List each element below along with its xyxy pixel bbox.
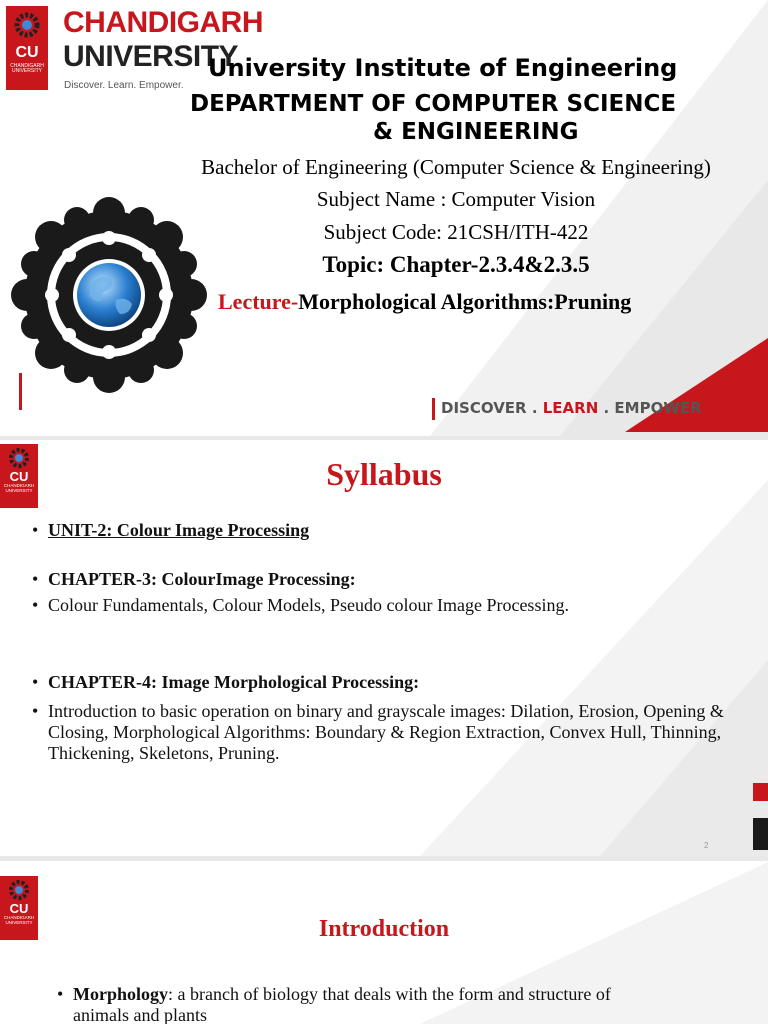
logo-subtext: CHANDIGARH UNIVERSITY xyxy=(10,63,44,75)
list-item xyxy=(32,701,752,764)
list-item xyxy=(32,595,752,616)
motto-discover: DISCOVER . xyxy=(441,399,543,417)
motto-bar xyxy=(432,398,435,420)
slide-separator xyxy=(0,856,768,861)
title-slide xyxy=(0,0,768,436)
degree-line: Bachelor of Engineering (Computer Science & Engineering) xyxy=(201,155,711,179)
logo-cu-text: CU xyxy=(15,44,39,61)
gear-globe-icon xyxy=(6,196,212,394)
motto-empower: . EMPOWER xyxy=(598,399,702,417)
slide-title: Syllabus xyxy=(326,456,442,492)
motto xyxy=(441,399,702,417)
topic-line: Topic: Chapter-2.3.4&2.3.5 xyxy=(322,252,590,277)
unit-heading: UNIT-2: Colour Image Processing xyxy=(48,520,310,540)
subject-code: Subject Code: 21CSH/ITH-422 xyxy=(323,220,589,244)
subject-name: Subject Name : Computer Vision xyxy=(316,187,596,211)
cu-logo xyxy=(6,6,48,90)
chapter4-topics: Introduction to basic operation on binary and grayscale images: Dilation, Erosion, Opening & Closing, Morphological Algorithms: Boundary & Region Extraction, Convex Hull, Thinning, Thickening, Skeletons, Pruning. xyxy=(48,701,724,763)
gear-emblem-icon xyxy=(7,879,31,901)
list-item xyxy=(32,520,752,541)
logo-cu-text: CU xyxy=(9,901,29,916)
term-definition: : a branch of biology that deals with the form and structure of animals and plants xyxy=(73,984,611,1024)
department-name: DEPARTMENT OF COMPUTER SCIENCE xyxy=(190,91,677,117)
lecture-prefix: Lecture- xyxy=(218,289,299,314)
list-item xyxy=(57,984,657,1024)
department-name-line2: & ENGINEERING xyxy=(373,119,579,145)
logo-subtext: CHANDIGARH UNIVERSITY xyxy=(3,915,35,925)
syllabus-slide xyxy=(0,440,768,856)
brand-tagline: Discover. Learn. Empower. xyxy=(64,80,184,91)
chapter3-heading: CHAPTER-3: ColourImage Processing: xyxy=(48,569,356,589)
page-number: 2 xyxy=(704,841,709,850)
institute-name: University Institute of Engineering xyxy=(208,54,678,82)
brand-name: CHANDIGARH xyxy=(63,6,263,39)
lecture-line xyxy=(218,289,758,315)
introduction-slide xyxy=(0,862,768,1024)
list-item xyxy=(32,569,752,590)
gear-emblem-icon xyxy=(12,10,42,40)
intro-list xyxy=(57,984,657,1024)
term-morphology: Morphology xyxy=(73,984,169,1004)
chapter4-heading: CHAPTER-4: Image Morphological Processing: xyxy=(48,672,420,692)
syllabus-list xyxy=(32,520,752,764)
logo-cu-text: CU xyxy=(9,469,29,484)
motto-learn: LEARN xyxy=(542,399,599,417)
chapter3-topics: Colour Fundamentals, Colour Models, Pseudo colour Image Processing. xyxy=(48,595,569,615)
list-item xyxy=(32,672,752,693)
slide-title: Introduction xyxy=(318,916,450,942)
logo-subtext: CHANDIGARH UNIVERSITY xyxy=(3,483,35,493)
lecture-title: Morphological Algorithms:Pruning xyxy=(298,289,632,314)
brand-university: UNIVERSITY xyxy=(63,40,239,73)
